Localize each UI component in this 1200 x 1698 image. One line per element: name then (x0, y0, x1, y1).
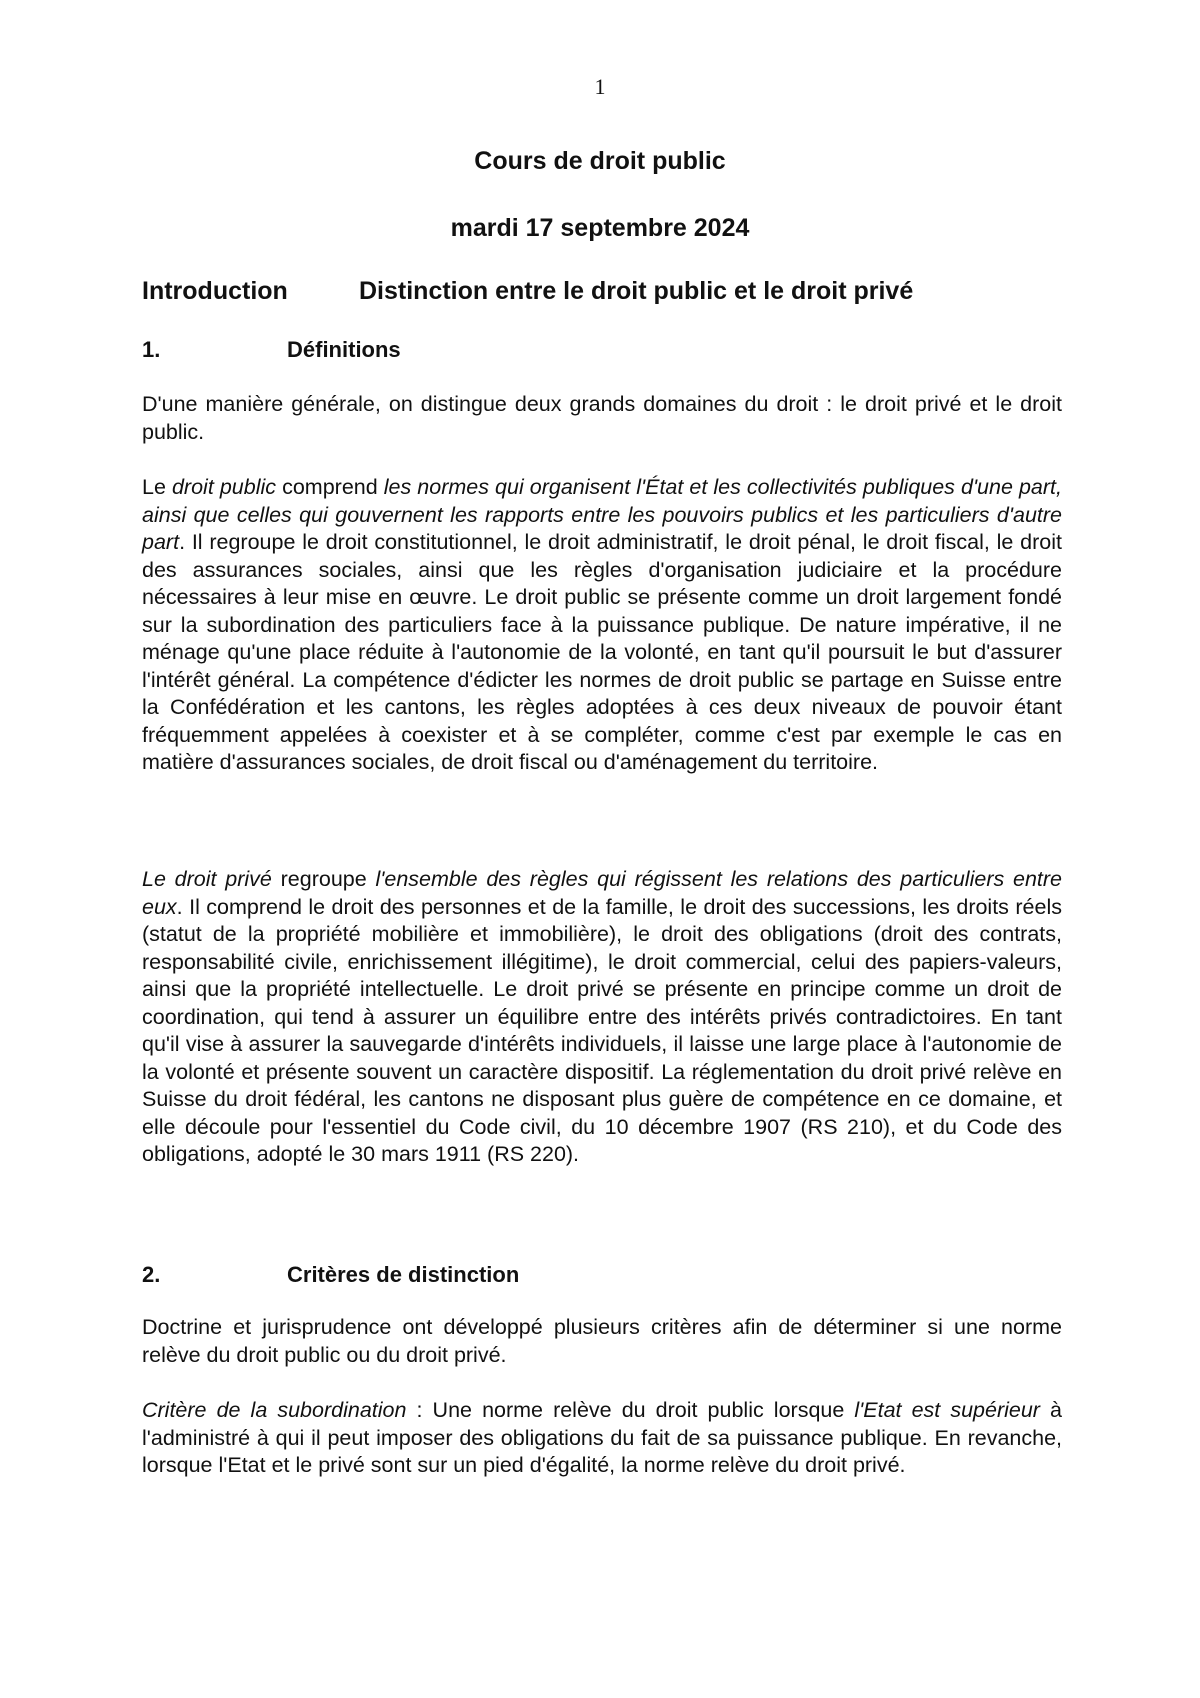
section-1-title: Définitions (287, 337, 401, 362)
emphasis-definition: l'ensemble des règles qui régissent les relations des particuliers entre eux (142, 867, 1063, 919)
text-run: Le (142, 475, 172, 499)
text-run: comprend (276, 475, 384, 499)
emphasis-term: Le droit privé (142, 867, 272, 891)
text-run: : Une norme relève du droit public lorsque (406, 1398, 855, 1422)
introduction-heading (142, 277, 1062, 306)
paragraph-general: D'une manière générale, on distingue deux grands domaines du droit : le droit privé et le droit public. (142, 392, 1062, 444)
page-number: 1 (594, 74, 606, 99)
paragraph-subordination (142, 1397, 1062, 1480)
emphasis-definition: les normes qui organisent l'État et les collectivités publiques d'une part, ainsi que celles qui gouvernent les rapports entre les pouvoirs publics et les particuliers d'autre part (142, 475, 1062, 554)
text-run: . Il regroupe le droit constitutionnel, le droit administratif, le droit pénal, le droit fiscal, le droit des assurances sociales, ainsi que les règles d'organisation judiciaire et la procédure nécessaires à leur mise en œuvre. Le droit public se présente comme un droit largement fondé sur la subordination des particuliers face à la puissance publique. De nature impérative, il ne ménage qu'une place réduite à l'autonomie de la volonté, en tant qu'il poursuit le but d'assurer l'intérêt général. La compétence d'édicter les normes de droit public se partage en Suisse entre la Confédération et les cantons, les règles adoptées à ces deux niveaux de pouvoir étant fréquemment appelées à coexister et à se compléter, comme c'est par exemple le cas en matière d'assurances sociales, de droit fiscal ou d'aménagement du territoire. (142, 530, 1062, 774)
section-1-number: 1. (142, 337, 161, 362)
text-run: . Il comprend le droit des personnes et de la famille, le droit des successions, les droits réels (statut de la propriété mobilière et immobilière), le droit des obligations (droit des contrats, responsabilité civile, enrichissement illégitime), le droit commercial, celui des papiers-valeurs, ainsi que la propriété intellectuelle. Le droit privé se présente en principe comme un droit de coordination, qui tend à assurer un équilibre entre des intérêts privés contradictoires. En tant qu'il vise à assurer la sauvegarde d'intérêts individuels, il laisse une large place à l'autonomie de la volonté et présente souvent un caractère dispositif. La réglementation du droit privé relève en Suisse du droit fédéral, les cantons ne disposant plus guère de compétence en ce domaine, et elle découle pour l'essentiel du Code civil, du 10 décembre 1907 (RS 210), et du Code des obligations, adopté le 30 mars 1911 (RS 220). (142, 894, 1062, 1166)
introduction-title: Distinction entre le droit public et le droit privé (359, 277, 914, 305)
section-1-heading (142, 337, 1062, 363)
paragraph-droit-prive (142, 866, 1062, 1169)
introduction-label: Introduction (142, 277, 288, 305)
section-2-title: Critères de distinction (287, 1262, 520, 1287)
text-run: à l'administré à qui il peut imposer des obligations du fait de sa puissance publique. En revanche, lorsque l'Etat et le privé sont sur un pied d'égalité, la norme relève du droit privé. (142, 1398, 1062, 1477)
text-run: regroupe (271, 867, 376, 891)
emphasis-term: droit public (171, 475, 277, 499)
section-2-number: 2. (142, 1262, 161, 1287)
section-2-heading (142, 1262, 1062, 1288)
emphasis-term: Critère de la subordination (142, 1398, 407, 1422)
document-date: mardi 17 septembre 2024 (450, 214, 750, 242)
paragraph-droit-public (142, 474, 1062, 777)
document-title: Cours de droit public (474, 147, 726, 175)
emphasis-phrase: l'Etat est supérieur (854, 1398, 1040, 1422)
paragraph-criteria-intro: Doctrine et jurisprudence ont développé plusieurs critères afin de déterminer si une norme relève du droit public ou du droit privé. (142, 1315, 1062, 1367)
